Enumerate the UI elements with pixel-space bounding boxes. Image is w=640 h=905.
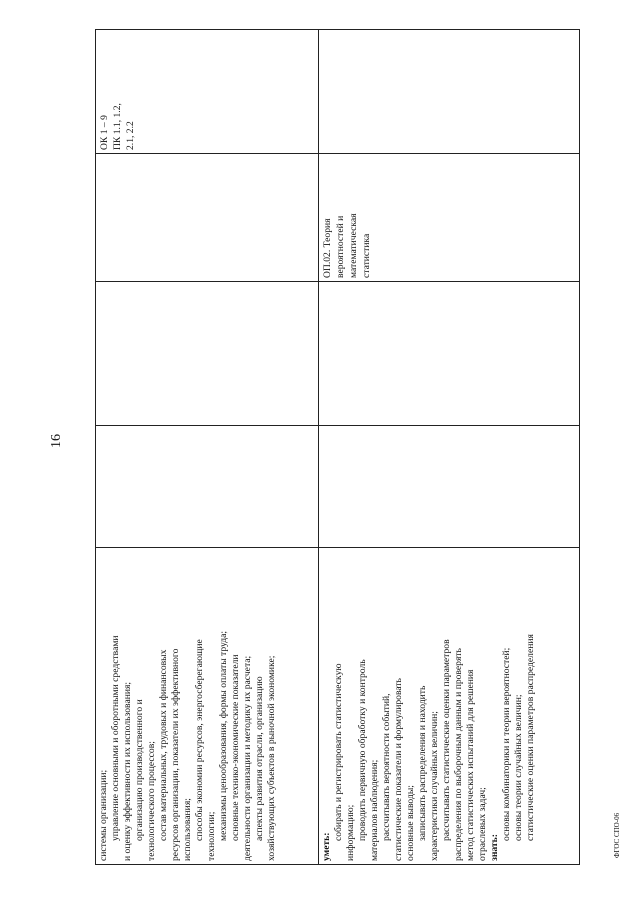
requirements-list — [98, 551, 278, 861]
discipline-code-text: ОП.02. Теория вероятностей и математическая статистика — [322, 213, 372, 278]
footer-label: ФГОС СПО-06 — [613, 812, 621, 858]
requirement-line: основные технико-экономические показатели — [230, 654, 241, 841]
requirement-line: рассчитывать вероятности событий, — [381, 693, 392, 841]
requirement-line: состав материальных, трудовых и финансовых — [158, 649, 169, 841]
requirement-line: системы организации; — [98, 769, 109, 861]
requirement-line: и оценку эффективности их использования; — [122, 681, 133, 861]
requirement-line: проводить первичную обработку и контроль — [357, 659, 368, 841]
requirement-line: рассчитывать статистические оценки параметров — [441, 639, 452, 841]
requirement-line: метод статистических испытаний для решения — [465, 669, 476, 861]
requirements-cell — [96, 548, 319, 865]
requirement-line: материалов наблюдения; — [369, 759, 380, 861]
competencies-text: ОК 1 – 9 ПК 1.1, 1.2, 2.1, 2.2 — [99, 103, 136, 150]
requirement-line: способы экономии ресурсов, энергосберегающие — [194, 639, 205, 841]
hours-cell — [96, 282, 319, 426]
rotated-table-wrapper — [95, 30, 580, 865]
requirement-line: характеристики случайных величин; — [429, 711, 440, 861]
table-row — [319, 30, 580, 865]
requirement-line: знать: — [489, 834, 500, 861]
requirement-line: записывать распределения и находить — [417, 685, 428, 841]
requirement-line: деятельности организации и методику их расчета; — [242, 655, 253, 861]
requirement-line: отраслевых задач; — [477, 787, 488, 861]
discipline-code-cell — [96, 154, 319, 282]
requirement-line: распределения по выборочным данным и проверять — [453, 648, 464, 861]
requirement-line: основные выводы; — [405, 785, 416, 861]
requirement-line: организацию производственного и — [134, 699, 145, 841]
requirements-list — [321, 551, 537, 861]
requirement-line: собирать и регистрировать статистическую — [333, 663, 344, 841]
requirement-line: аспекты развития отрасли, организацию — [254, 676, 265, 841]
table-row — [96, 30, 319, 865]
requirement-line: статистические оценки параметров распределения — [525, 634, 536, 841]
hours-cell — [319, 282, 580, 426]
page-number: 16 — [49, 434, 64, 448]
requirement-line: статистические показатели и формулировать — [393, 678, 404, 861]
hours-cell — [319, 426, 580, 548]
discipline-code-cell — [319, 154, 580, 282]
requirement-line: основы теории случайных величин; — [513, 694, 524, 841]
requirement-line: ресурсов организации, показатели их эффективного — [170, 648, 181, 861]
competencies-cell — [96, 30, 319, 154]
requirement-line: информацию; — [345, 804, 356, 861]
requirement-line: механизмы ценообразования, формы оплаты труда; — [218, 630, 229, 841]
competency-table — [95, 29, 580, 865]
competencies-cell — [319, 30, 580, 154]
requirement-line: использования; — [182, 798, 193, 861]
requirement-line: уметь: — [321, 832, 332, 861]
requirement-line: технологии; — [206, 811, 217, 861]
requirement-line: технологического процессов; — [146, 741, 157, 861]
requirements-cell — [319, 548, 580, 865]
requirement-line: управление основными и оборотными средствами — [110, 635, 121, 841]
requirement-line: основы комбинаторики и теории вероятностей; — [501, 647, 512, 841]
hours-cell — [96, 426, 319, 548]
requirement-line: хозяйствующих субъектов в рыночной экономике; — [266, 655, 277, 861]
